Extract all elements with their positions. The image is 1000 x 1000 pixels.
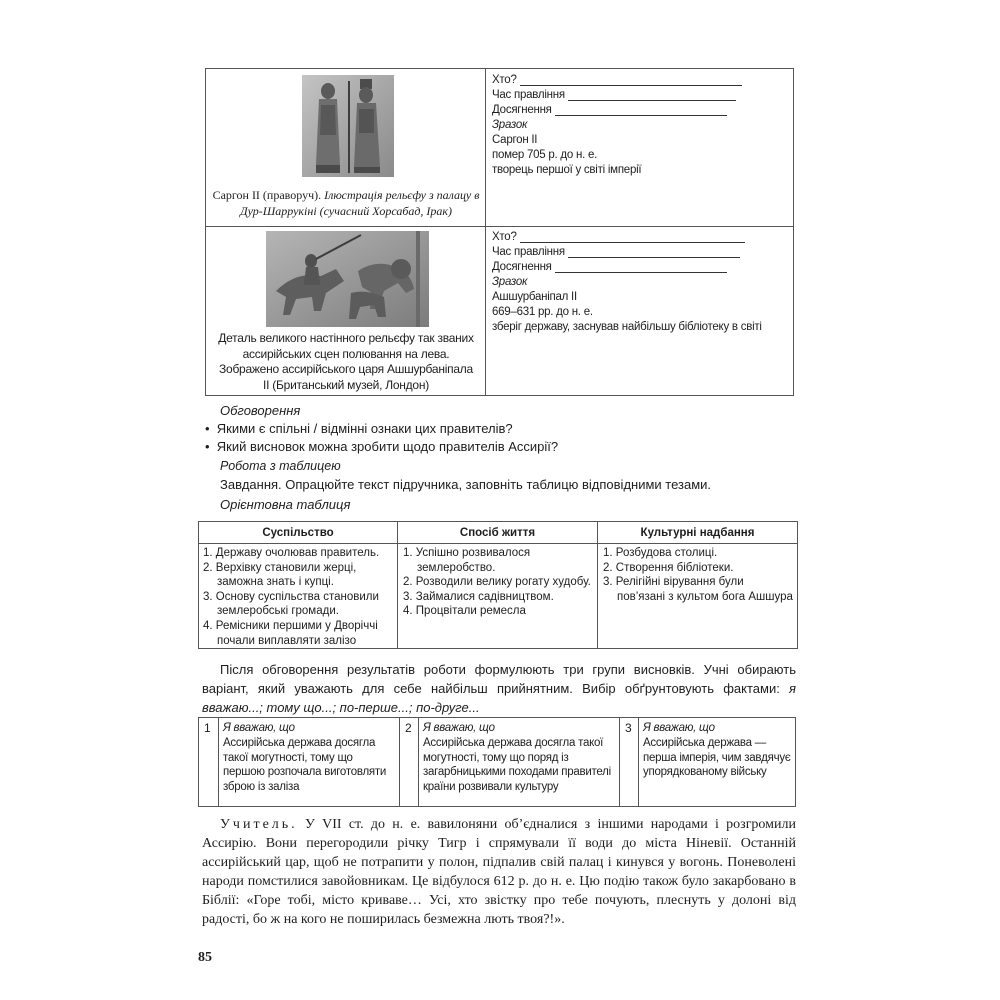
table-divider xyxy=(218,718,219,806)
discussion-bullet: • Який висновок можна зробити щодо правителів Ассирії? xyxy=(205,439,559,454)
culture-list xyxy=(603,546,793,604)
intro-italic: я вважаю...; тому що...; по-перше...; по-друге... xyxy=(202,681,796,715)
list-item: 1. Успішно розвивалося землеробство. xyxy=(403,547,531,574)
variant-text: Ассирійська держава досягла такої могутності, тому що поряд із загарбницькими походами правителі країни розвивали культуру xyxy=(423,736,611,794)
bullet-text: Якими є спільні / відмінні ознаки цих правителів? xyxy=(216,421,513,436)
list-item: 3. Займалися садівництвом. xyxy=(403,590,554,603)
caption-text: Саргон ІІ (праворуч). xyxy=(212,188,325,202)
lion-hunt-relief-image xyxy=(266,231,429,327)
achievement-label: Досягнення xyxy=(492,104,552,116)
sample-achievement: зберіг державу, заснував найбільшу бібліотеку в світі xyxy=(492,321,762,333)
task-text: Завдання. Опрацюйте текст підручника, заповніть таблицю відповідними тезами. xyxy=(220,477,712,492)
table-divider xyxy=(597,522,598,648)
table-divider xyxy=(418,718,419,806)
sample-label: Зразок xyxy=(492,276,528,288)
sample-time: помер 705 р. до н. е. xyxy=(492,149,598,161)
rulers-table xyxy=(205,68,794,396)
sargon-relief-image xyxy=(302,75,394,177)
society-list xyxy=(203,546,393,648)
reign-label: Час правління xyxy=(492,89,565,101)
teacher-text: У VII ст. до н. е. вавилоняни об’єдналися з іншими народами і розгромили Ассирію. Вони перегородили річку Тигр і спрямували її води до міста Ніневії. Останній ассирійський цар, щоб не потрапити у полон, підпалив свій палац і кинувся у вогонь. Поневолені народи помстилися завойовникам. Це відбулося 612 р. до н. е. Цю подію також було закарбовано в Біблії: «Горе тобі, місто криваве… Усі, хто звістку про тебе почують, плеснуть у долоні від радості, бо ж на кого не поширилась безмежна лють твоя?!». xyxy=(202,817,796,927)
ashurbanipal-form xyxy=(492,228,790,333)
variant-3 xyxy=(643,721,793,780)
achievement-label: Досягнення xyxy=(492,261,552,273)
sample-label: Зразок xyxy=(492,119,528,131)
list-item: 4. Процвітали ремесла xyxy=(403,605,526,618)
variant-lead: Я вважаю, що xyxy=(223,722,295,734)
table-divider xyxy=(206,226,793,227)
intro-text: Після обговорення результатів роботи формулюють три групи висновків. Учні обирають варіант, який уважають для себе найбільш прийнятним. Вибір обґрунтовують фактами: xyxy=(202,662,796,696)
table-divider xyxy=(619,718,620,806)
list-item: 2. Верхівку становили жерці, заможна знать і купці. xyxy=(203,561,357,589)
who-blank[interactable] xyxy=(520,231,745,243)
sample-name: Ашшурбаніпал ІІ xyxy=(492,291,577,303)
caption-italic-text: Ілюстрація рельєфу з палацу в Дур-Шаррукіні (сучасний Хорсабад, Ірак) xyxy=(239,188,480,218)
lifestyle-list xyxy=(403,546,593,619)
list-item: 1. Розбудова столиці. xyxy=(603,547,718,559)
variant-number: 2 xyxy=(405,721,412,735)
list-item: 4. Ремісники першими у Дворіччі почали виплавляти залізо xyxy=(203,619,378,647)
variant-number: 3 xyxy=(625,721,632,735)
achievement-blank[interactable] xyxy=(555,104,727,116)
table-divider xyxy=(485,69,486,395)
column-header: Культурні надбання xyxy=(640,527,755,539)
variant-text: Ассирійська держава — перша імперія, чим завдячує упорядкованому війську xyxy=(643,736,791,779)
variant-lead: Я вважаю, що xyxy=(643,722,715,734)
reign-label: Час правління xyxy=(492,246,565,258)
table-divider xyxy=(199,543,797,544)
variant-text: Ассирійська держава досягла такої могутності, тому що першою розпочала виготовляти зброю із заліза xyxy=(223,736,387,794)
who-label: Хто? xyxy=(492,231,517,243)
achievement-blank[interactable] xyxy=(555,261,727,273)
list-item: 1. Державу очолював правитель. xyxy=(203,547,380,559)
teacher-label: Учитель. xyxy=(220,817,298,832)
orientation-table-label: Орієнтовна таблиця xyxy=(220,497,351,512)
table-work-heading: Робота з таблицею xyxy=(220,459,341,473)
column-header: Спосіб життя xyxy=(459,527,536,539)
reign-blank[interactable] xyxy=(568,246,740,258)
variant-1 xyxy=(223,721,395,795)
variant-number: 1 xyxy=(204,721,211,735)
list-item: 2. Створення бібліотеки. xyxy=(603,561,734,574)
variants-table xyxy=(198,717,796,807)
sargon-form xyxy=(492,71,788,176)
variant-lead: Я вважаю, що xyxy=(423,722,495,734)
table-divider xyxy=(397,522,398,648)
discussion-heading: Обговорення xyxy=(220,403,301,418)
discussion-bullet: • Якими є спільні / відмінні ознаки цих правителів? xyxy=(205,421,513,436)
ashurbanipal-caption: Деталь великого настінного рельєфу так званих ассирійських сцен полювання на лева. Зображено ассирійського царя Ашшурбаніпала ІІ (Британський музей, Лондон) xyxy=(218,331,474,392)
orientation-table xyxy=(198,521,798,649)
who-blank[interactable] xyxy=(520,74,742,86)
who-label: Хто? xyxy=(492,74,517,86)
list-item: 3. Основу суспільства становили землеробські громади. xyxy=(203,590,379,618)
column-header: Суспільство xyxy=(262,527,334,539)
table-divider xyxy=(638,718,639,806)
bullet-text: Який висновок можна зробити щодо правителів Ассирії? xyxy=(216,439,559,454)
sample-name: Саргон ІІ xyxy=(492,134,538,146)
sample-achievement: творець першої у світі імперії xyxy=(492,164,642,176)
sample-time: 669–631 рр. до н. е. xyxy=(492,306,593,318)
sargon-caption xyxy=(210,187,482,219)
conclusions-intro xyxy=(202,660,796,717)
list-item: 3. Релігійні вірування були пов’язані з культом бога Ашшура xyxy=(603,576,793,603)
discussion-bullets xyxy=(205,420,558,456)
list-item: 2. Розводили велику рогату худобу. xyxy=(403,576,591,589)
teacher-paragraph xyxy=(202,815,796,929)
page-number: 85 xyxy=(198,950,212,965)
reign-blank[interactable] xyxy=(568,89,736,101)
variant-2 xyxy=(423,721,615,795)
table-divider xyxy=(399,718,400,806)
